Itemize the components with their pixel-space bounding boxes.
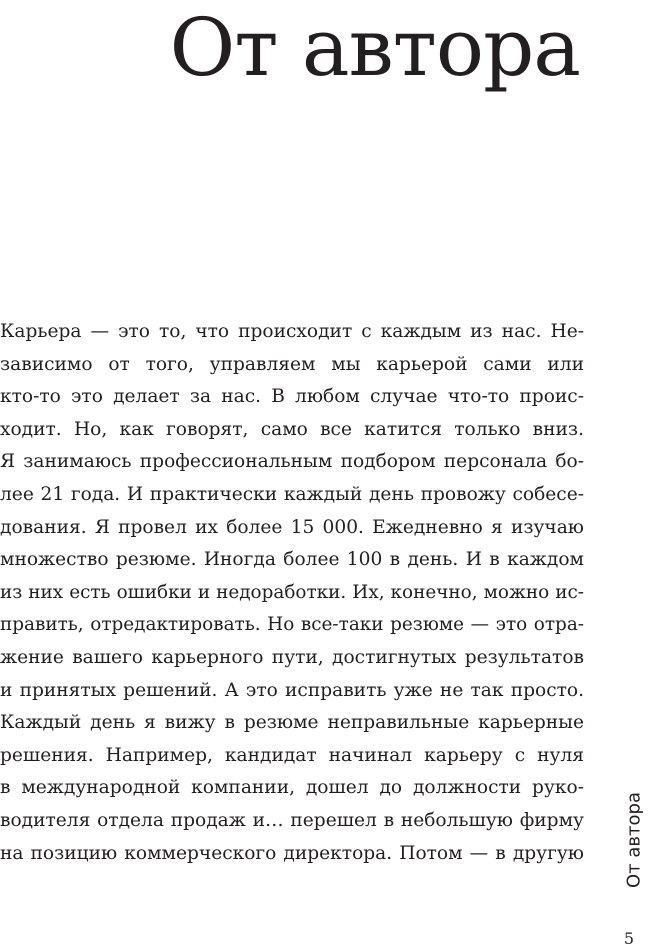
text-line: множество резюме. Иногда более 100 в день. И в каждом [0,549,584,571]
page-number: 5 [623,929,634,948]
text-line: из них есть ошибки и недоработки. Их, конечно, можно ис- [0,581,584,603]
text-line: лее 21 года. И практически каждый день провожу собесе- [0,483,584,505]
running-head [614,790,648,890]
chapter-title: От автора [169,1,580,94]
text-line: Каждый день я вижу в резюме неправильные карьерные [0,712,584,734]
text-line: Я занимаюсь профессиональным подбором персонала бо- [0,451,584,473]
text-line: зависимо от того, управляем мы карьерой сами или [0,353,584,375]
text-line: и принятых решений. А это исправить уже не так просто. [0,679,584,701]
body-text [0,316,584,870]
text-line: дования. Я провел их более 15 000. Ежедневно я изучаю [0,516,584,538]
text-line: жение вашего карьерного пути, достигнутых результатов [0,646,584,668]
text-line: ходит. Но, как говорят, само все катится только вниз. [0,418,584,440]
running-head-label: От автора [623,792,645,888]
text-line: на позицию коммерческого директора. Потом — в другую [0,842,584,864]
text-line: править, отредактировать. Но все-таки резюме — это отра- [0,614,584,636]
text-line: решения. Например, кандидат начинал карьеру с нуля [0,744,584,766]
text-line: кто-то это делает за нас. В любом случае что-то проис- [0,386,584,408]
text-line: Карьера — это то, что происходит с каждым из нас. Не- [0,321,584,342]
text-line: водителя отдела продаж и… перешел в небольшую фирму [0,809,584,831]
text-line: в международной компании, дошел до должности руко- [0,777,584,799]
